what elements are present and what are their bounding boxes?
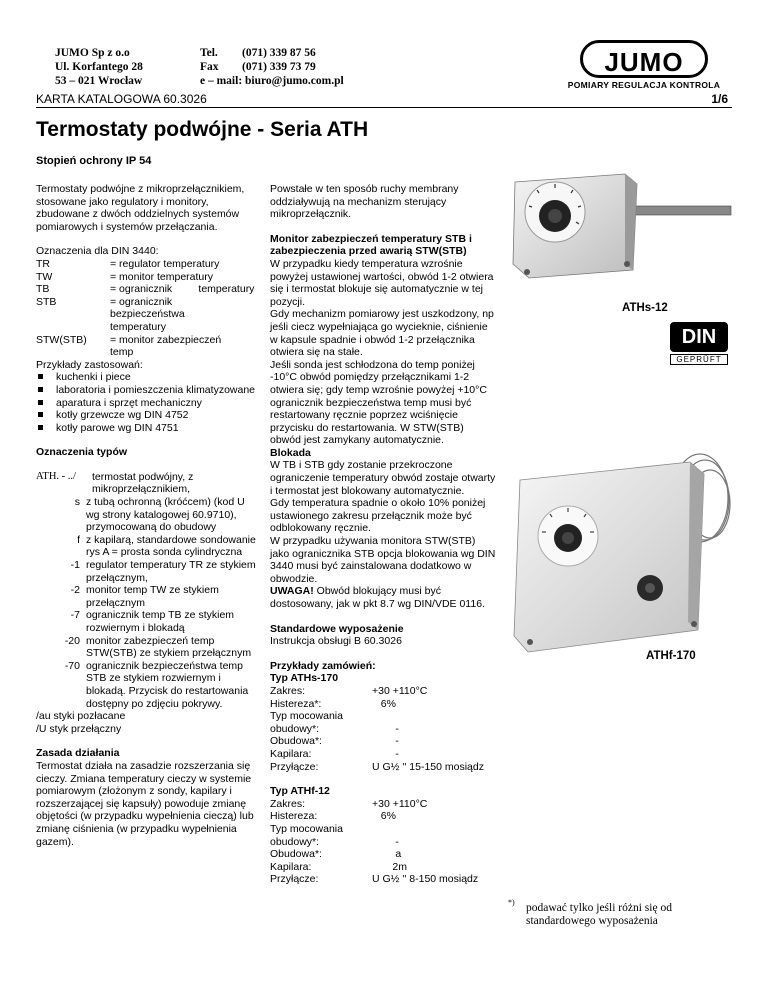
company-street: Ul. Korfantego 28 (55, 61, 143, 73)
din-meaning: = regulator temperatury (110, 257, 220, 270)
din-code: TB (36, 283, 50, 296)
order2-param: Typ mocowania (270, 822, 343, 835)
order1-value: 6% (372, 697, 396, 710)
order2-row (270, 873, 496, 886)
types-first-key: ATH. - ../ (36, 470, 76, 482)
protection-class: Stopień ochrony IP 54 (36, 155, 152, 167)
din-code: STB (36, 295, 57, 308)
header-divider (36, 107, 732, 108)
type-code: f (77, 533, 80, 546)
example-item: kuchenki i piece (36, 371, 261, 384)
order2-param: Obudowa*: (270, 848, 322, 861)
principle-heading: Zasada działania (36, 747, 120, 760)
order2-row (270, 861, 496, 874)
membrane-text: Powstałe w ten sposób ruchy membrany oddziaływują na mechanizm sterujący mikroprzełącznik. (270, 183, 459, 221)
athf-170-photo (510, 440, 740, 660)
std-heading: Standardowe wyposażenie (270, 622, 404, 635)
din-meaning: = ogranicznik temperatury (110, 283, 255, 296)
std-text: Instrukcja obsługi B 60.3026 (270, 635, 402, 648)
order1-value: - (372, 722, 399, 735)
order1-value: - (372, 747, 399, 760)
logo-tagline: POMIARY REGULACJA KONTROLA (567, 80, 721, 90)
order2-row (270, 823, 496, 836)
type-description: z kapilarą, standardowe sondowanie rys A = prosta sonda cylindryczna (86, 533, 256, 559)
example-item: laboratoria i pomieszczenia klimatyzowane (36, 384, 261, 397)
din-logo-mark: DIN (670, 322, 728, 352)
warning-text (270, 585, 496, 610)
left-column (36, 183, 261, 848)
types-tail-au: /au styki pozłacane (36, 710, 126, 723)
email-line[interactable]: e – mail: biuro@jumo.com.pl (200, 75, 344, 87)
photo2-caption: ATHf-170 (646, 650, 696, 662)
footnote-text: podawać tylko jeśli różni się od standardowego wyposażenia (526, 902, 672, 927)
order1-param: obudowy*: (270, 722, 320, 735)
din-row (36, 334, 261, 359)
order1-row (270, 735, 496, 748)
footnote-mark: *) (508, 898, 515, 907)
order2-row (270, 810, 496, 823)
tel-value: (071) 339 87 56 (242, 47, 316, 59)
order1-param: Zakres: (270, 684, 306, 697)
order1-value: U G½ '' 15-150 mosiądz (372, 760, 484, 773)
din-code: TR (36, 257, 50, 270)
principle-text: Termostat działa na zasadzie rozszerzania się cieczy. Zmiana temperatury cieczy w systemie pomiarowym (złożonym z sondy, kapilary i rozszerzającej się kapsuły) powoduje zmianę objętości (w przypadku wypełnienia cieczą) lub zmianę ciśnienia (w przypadku wypełnienia gazem). (36, 759, 254, 848)
type-code-row (36, 609, 261, 634)
din-row (36, 258, 261, 271)
middle-column (270, 183, 496, 886)
order2-value: +30 +110°C (372, 797, 428, 810)
types-heading: Oznaczenia typów (36, 446, 128, 459)
din-code: TW (36, 270, 53, 283)
order2-value: U G½ '' 8-150 mosiądz (372, 873, 479, 886)
fax-value: (071) 339 73 79 (242, 61, 316, 73)
din-meaning: = ogranicznik bezpieczeństwa temperatury (110, 295, 209, 333)
order2-row (270, 798, 496, 811)
types-first-value: termostat podwójny, z mikroprzełącznikiem, (92, 470, 194, 496)
catalog-number: KARTA KATALOGOWA 60.3026 (36, 92, 207, 106)
order2-value: 2m (372, 860, 408, 873)
type-description: monitor temp TW ze stykiem przełącznym (86, 584, 219, 609)
orders-heading: Przykłady zamówień: (270, 659, 376, 672)
order2-param: Kapilara: (270, 860, 312, 873)
types-first (36, 471, 261, 496)
din-heading: Oznaczenia dla DIN 3440: (36, 245, 159, 258)
order1-row (270, 698, 496, 711)
order2-param: obudowy*: (270, 835, 320, 848)
type-description: z tubą ochronną (króćcem) (kod U wg strony katalogowej 60.9710), przymocowaną do obudowy (86, 496, 245, 534)
order2-param: Przyłącze: (270, 873, 319, 886)
monitor-text: W przypadku kiedy temperatura wzrośnie powyżej ustawionej wartości, obwód 1-2 otwiera się i termostat blokuje się automatycznie w tej pozycji. Gdy mechanizm pomiarowy jest uszkodzony, np jeśli ciecz wypełniająca go wycieknie, ciśnienie w kapsule spadnie i obwód 1-2 przełącznika otwiera się na stałe. Jeśli sonda jest schłodzona do temp poniżej -10°C obwód pomiędzy przełącznikami 1-2 otwiera się; gdy temp wzrośnie powyżej +10°C ogranicznik bezpieczeństwa temp musi być restartowany ręcznie poprzez wciśnięcie przycisku do restartowania. W STW(STB) obwód jest zamykany automatycznie. (270, 257, 494, 447)
type-code: -7 (70, 609, 80, 622)
din-row (36, 283, 261, 296)
type-code: -70 (64, 659, 80, 672)
warning-body: Obwód blokujący musi być dostosowany, jak w pkt 8.7 wg DIN/VDE 0116. (270, 585, 485, 610)
type-code-row (36, 496, 261, 534)
photo1-caption: ATHs-12 (622, 302, 668, 314)
company-city: 53 – 021 Wrocław (55, 75, 143, 87)
order2-row (270, 848, 496, 861)
order2-param: Histereza: (270, 810, 318, 823)
order2-value: - (372, 835, 399, 848)
din-designations (36, 258, 261, 359)
contact-info (200, 46, 344, 88)
order2-table (270, 798, 496, 886)
order1-value (370, 710, 496, 723)
din-meaning: = monitor temperatury (110, 270, 214, 283)
order1-value: +30 +110°C (372, 684, 428, 697)
jumo-logo: JUMO (580, 40, 708, 78)
order1-param: Obudowa*: (270, 735, 322, 748)
order2-heading: Typ ATHf-12 (270, 785, 330, 798)
din-meaning: = monitor zabezpieczeń temp (110, 333, 245, 359)
tel-label: Tel. (200, 47, 218, 59)
order1-row (270, 761, 496, 774)
fax-label: Fax (200, 61, 219, 73)
type-code-row (36, 534, 261, 559)
order1-table (270, 685, 496, 773)
company-name: JUMO Sp z o.o (55, 47, 130, 59)
page-title: Termostaty podwójne - Seria ATH (36, 118, 369, 141)
type-code: -2 (70, 584, 80, 597)
example-item: kotły parowe wg DIN 4751 (36, 422, 261, 435)
types-tail-u: /U styk przełączny (36, 722, 122, 735)
block-text: W TB i STB gdy zostanie przekroczone ograniczenie temperatury obwód zostaje otwarty i termostat jest blokowany automatycznie. Gdy temperatura spadnie o około 10% poniżej ustawionego zakresu przełącznik może być odblokowany ręcznie. W przypadku używania monitora STW(STB) jako ogranicznika STB opcja blokowania wg DIN 3440 musi być zainstalowana dodatkowo w obwodzie. (270, 459, 496, 585)
order1-value: - (372, 735, 399, 748)
type-description: ogranicznik bezpieczeństwa temp STB ze stykiem rozwiernym i blokadą. Przycisk do restartowania dostępny po zdjęciu pokrywy. (86, 659, 249, 710)
types-list (36, 496, 261, 710)
type-code: -20 (64, 634, 80, 647)
order1-param: Histereza*: (270, 697, 322, 710)
order1-param: Typ mocowania (270, 710, 343, 723)
order2-value: 6% (372, 810, 396, 823)
type-description: monitor zabezpieczeń temp STW(STB) ze stykiem przełącznym (86, 634, 252, 660)
din-logo-sub: GEPRÜFT (670, 354, 728, 365)
type-code-row (36, 584, 261, 609)
order1-row (270, 748, 496, 761)
din-code: STW(STB) (36, 333, 87, 346)
order1-param: Przyłącze: (270, 760, 319, 773)
order1-row (270, 685, 496, 698)
type-code-row (36, 635, 261, 660)
type-code-row (36, 660, 261, 710)
order2-value (370, 823, 496, 836)
examples-list (36, 371, 261, 434)
din-row (36, 296, 261, 334)
order2-param: Zakres: (270, 797, 306, 810)
company-address (55, 46, 143, 88)
type-code: s (74, 496, 80, 509)
type-code: -1 (70, 559, 80, 572)
din-row (36, 271, 261, 284)
order2-value: a (372, 848, 402, 861)
type-description: regulator temperatury TR ze stykiem przełącznym, (86, 559, 256, 584)
block-heading: Blokada (270, 446, 311, 459)
page-number: 1/6 (711, 92, 728, 106)
order1-row (270, 710, 496, 723)
type-code-row (36, 559, 261, 584)
order1-row (270, 723, 496, 736)
example-item: kotły grzewcze wg DIN 4752 (36, 409, 261, 422)
din-certification-logo (670, 322, 728, 366)
order1-param: Kapilara: (270, 747, 312, 760)
example-item: aparatura i sprzęt mechaniczny (36, 397, 261, 410)
order2-row (270, 836, 496, 849)
monitor-heading: Monitor zabezpieczeń temperatury STB i zabezpieczenia przed awarią STW(STB) (270, 232, 472, 258)
athrs-12-photo (505, 160, 735, 300)
order1-heading: Typ ATHs-170 (270, 672, 339, 685)
examples-heading: Przykłady zastosowań: (36, 358, 143, 371)
warning-label: UWAGA! (270, 585, 314, 598)
type-description: ogranicznik temp TB ze stykiem rozwiernym i blokadą (86, 609, 235, 634)
intro-text: Termostaty podwójne z mikroprzełącznikiem, stosowane jako regulatory i monitory, zbudowane z dwóch oddzielnych systemów pomiarowych i systemów przełączania. (36, 183, 245, 233)
